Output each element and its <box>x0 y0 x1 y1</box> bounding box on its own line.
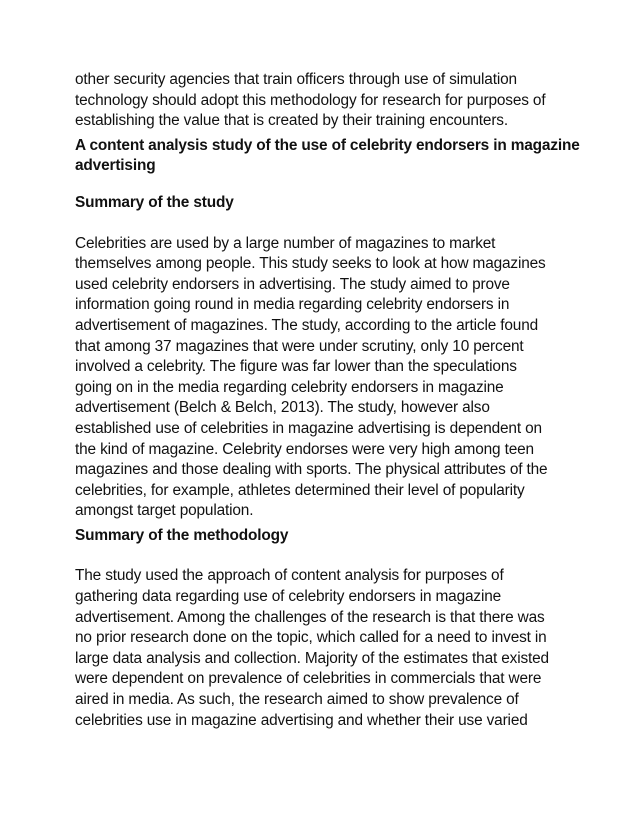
study-line: involved a celebrity. The figure was far lower than the speculations <box>75 358 517 376</box>
methodology-line: no prior research done on the topic, which called for a need to invest in <box>75 629 547 647</box>
study-line: information going round in media regarding celebrity endorsers in <box>75 296 510 314</box>
study-line: advertisement of magazines. The study, according to the article found <box>75 316 539 334</box>
study-line: that among 37 magazines that were under scrutiny, only 10 percent <box>75 337 524 355</box>
study-line: advertisement (Belch & Belch, 2013). The study, however also <box>75 399 490 417</box>
section-title-line: A content analysis study of the use of celebrity endorsers in magazine <box>75 136 580 154</box>
study-line: Celebrities are used by a large number of magazines to market <box>75 234 496 252</box>
study-line: the kind of magazine. Celebrity endorses were very high among teen <box>75 440 534 458</box>
summary-study-paragraph <box>75 234 565 522</box>
methodology-line: advertisement. Among the challenges of the research is that there was <box>75 608 545 626</box>
methodology-line: aired in media. As such, the research aimed to show prevalence of <box>75 691 519 709</box>
methodology-line: gathering data regarding use of celebrity endorsers in magazine <box>75 588 502 606</box>
methodology-line: were dependent on prevalence of celebrities in commercials that were <box>75 670 542 688</box>
intro-line: establishing the value that is created by their training encounters. <box>75 112 508 130</box>
study-line: magazines and those dealing with sports. The physical attributes of the <box>75 461 548 479</box>
summary-methodology-paragraph <box>75 566 565 731</box>
study-line: celebrities, for example, athletes determined their level of popularity <box>75 481 525 499</box>
document-page <box>75 70 580 731</box>
summary-methodology-heading: Summary of the methodology <box>75 526 289 544</box>
study-line: established use of celebrities in magazine advertising is dependent on <box>75 419 542 437</box>
intro-line: technology should adopt this methodology for research for purposes of <box>75 91 546 109</box>
section-title-line: advertising <box>75 157 156 175</box>
methodology-line: celebrities use in magazine advertising and whether their use varied <box>75 711 528 729</box>
section-title <box>75 136 580 177</box>
study-line: amongst target population. <box>75 502 254 520</box>
intro-line: other security agencies that train officers through use of simulation <box>75 71 517 88</box>
summary-study-heading: Summary of the study <box>75 193 234 211</box>
study-line: going on in the media regarding celebrity endorsers in magazine <box>75 378 504 396</box>
intro-paragraph <box>75 70 565 132</box>
study-line: used celebrity endorsers in advertising. The study aimed to prove <box>75 275 510 293</box>
methodology-line: large data analysis and collection. Majority of the estimates that existed <box>75 649 549 667</box>
study-line: themselves among people. This study seeks to look at how magazines <box>75 255 546 273</box>
methodology-line: The study used the approach of content analysis for purposes of <box>75 567 504 585</box>
